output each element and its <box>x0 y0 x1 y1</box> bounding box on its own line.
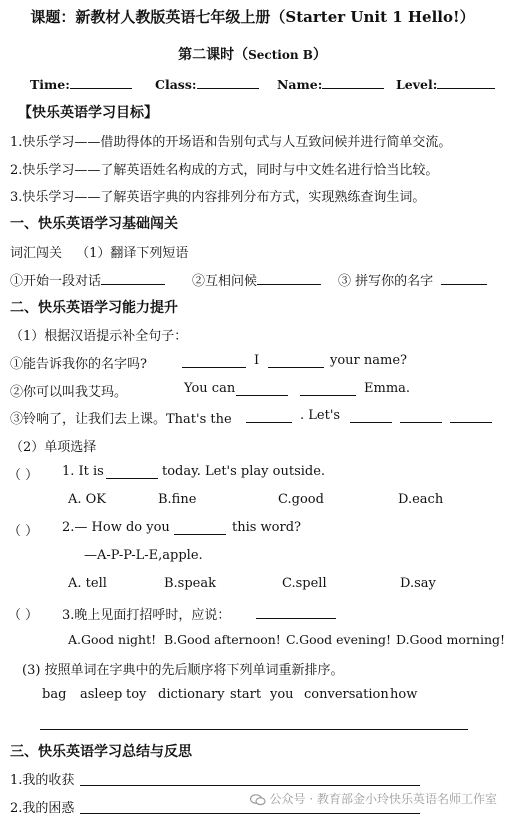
phrase-1: ①开始一段对话 <box>10 274 102 289</box>
subtitle-end: ） <box>312 47 327 63</box>
vocab-row <box>10 242 188 261</box>
mc1-blank[interactable] <box>106 466 158 479</box>
q2-blank-1[interactable] <box>236 383 288 396</box>
section2-heading: 二、快乐英语学习能力提升 <box>10 300 178 316</box>
phrase-2-blank[interactable] <box>257 272 321 285</box>
vocab-label: 词汇闯关 <box>10 246 63 261</box>
class-field <box>155 76 259 92</box>
lesson-title: 课题：新教材人教版英语七年级上册（Starter Unit 1 Hello!） <box>30 8 475 26</box>
mc3-blank[interactable] <box>256 606 336 619</box>
q3-lets: . Let's <box>300 408 341 423</box>
mc3-option-b[interactable]: B.Good afternoon! <box>164 632 281 647</box>
mc2-option-d[interactable]: D.say <box>400 576 436 591</box>
goal-item: 3.快乐学习——了解英语字典的内容排列分布方式，实现熟练查询生词。 <box>10 190 426 205</box>
word-item: you <box>270 687 294 702</box>
question-2 <box>10 381 500 400</box>
mc2-blank[interactable] <box>174 522 226 535</box>
mc2-stem: 2.— How do you <box>62 520 170 535</box>
time-blank[interactable] <box>70 76 132 89</box>
q1-blank-1[interactable] <box>182 355 246 368</box>
goal-item: 2.快乐学习——了解英语姓名构成的方式，同时与中文姓名进行恰当比较。 <box>10 163 439 178</box>
phrase-3: ③ 拼写你的名字 <box>338 274 434 289</box>
q3-blank-2[interactable] <box>350 410 392 423</box>
puzzle-line[interactable] <box>80 813 420 814</box>
question-3 <box>10 408 500 427</box>
phrase-3-wrap <box>338 270 487 289</box>
level-label: Level: <box>396 77 438 92</box>
mc1-stem: 1. It is <box>62 464 104 479</box>
answer-paren[interactable]: （ ） <box>8 468 39 483</box>
word-order-answer-line[interactable] <box>40 729 468 730</box>
mc1-option-d[interactable]: D.each <box>398 492 444 507</box>
q1-word-name: your name? <box>330 353 408 368</box>
watermark <box>250 790 497 807</box>
q2-you-can: You can <box>184 381 236 396</box>
lesson-subtitle <box>0 44 505 64</box>
class-blank[interactable] <box>197 76 259 89</box>
name-field <box>277 76 384 92</box>
subtitle-cn: 第二课时（ <box>178 47 249 63</box>
word-item: asleep <box>80 687 123 702</box>
q1-blank-2[interactable] <box>268 355 324 368</box>
q2-cn: ②你可以叫我艾玛。 <box>10 385 128 400</box>
subtitle-en: Section B <box>248 48 313 62</box>
gain-label: 1.我的收获 <box>10 773 75 788</box>
watermark-text: 公众号 · 教育部金小玲快乐英语名师工作室 <box>269 792 497 806</box>
q1-word-i: I <box>254 353 260 368</box>
mc2-stem-2: this word? <box>232 520 302 535</box>
mc3-option-a[interactable]: A.Good night! <box>68 632 157 647</box>
task2-title: （2）单项选择 <box>10 440 97 455</box>
vocab-task: （1）翻译下列短语 <box>76 246 189 261</box>
class-label: Class: <box>155 77 197 92</box>
phrase-row <box>10 270 500 289</box>
mc-question-2 <box>8 520 498 539</box>
mc3-option-d[interactable]: D.Good morning! <box>396 632 505 647</box>
mc-question-3 <box>8 604 498 623</box>
word-item: how <box>390 687 418 702</box>
mc1-option-b[interactable]: B.fine <box>158 492 197 507</box>
goals-heading: 【快乐英语学习目标】 <box>18 105 158 121</box>
mc1-option-a[interactable]: A. OK <box>68 492 107 507</box>
level-field <box>396 76 495 92</box>
task1-title: （1）根据汉语提示补全句子： <box>10 329 188 344</box>
q3-cn: ③铃响了，让我们去上课。That's the <box>10 412 232 427</box>
q3-blank-1[interactable] <box>246 410 292 423</box>
q3-blank-4[interactable] <box>450 410 492 423</box>
mc2-option-a[interactable]: A. tell <box>68 576 107 591</box>
word-item: toy <box>126 687 147 702</box>
mc2-option-b[interactable]: B.speak <box>164 576 216 591</box>
puzzle-label: 2.我的困惑 <box>10 801 75 816</box>
phrase-1-blank[interactable] <box>101 272 165 285</box>
word-item: start <box>230 687 262 702</box>
word-item: bag <box>42 687 67 702</box>
name-blank[interactable] <box>322 76 384 89</box>
phrase-2-wrap <box>192 270 321 289</box>
name-label: Name: <box>277 77 323 92</box>
phrase-3-blank[interactable] <box>441 272 487 285</box>
mc3-option-c[interactable]: C.Good evening! <box>286 632 392 647</box>
phrase-2: ②互相问候 <box>192 274 258 289</box>
section1-heading: 一、快乐英语学习基础闯关 <box>10 216 178 232</box>
question-1 <box>10 353 500 372</box>
q1-cn: ①能告诉我你的名字吗? <box>10 357 147 372</box>
mc2-answer-line: —A-P-P-L-E,apple. <box>84 548 203 563</box>
gain-line[interactable] <box>80 785 420 786</box>
q3-blank-3[interactable] <box>400 410 442 423</box>
word-item: dictionary <box>158 687 225 702</box>
mc3-stem: 3.晚上见面打招呼时，应说： <box>62 608 231 623</box>
answer-paren[interactable]: （ ） <box>8 608 39 623</box>
q2-emma: Emma. <box>364 381 411 396</box>
task3-title: (3) 按照单词在字典中的先后顺序将下列单词重新排序。 <box>22 663 344 678</box>
time-field <box>30 76 132 92</box>
time-label: Time: <box>30 77 70 92</box>
mc2-option-c[interactable]: C.spell <box>282 576 327 591</box>
mc1-option-c[interactable]: C.good <box>278 492 324 507</box>
goal-item: 1.快乐学习——借助得体的开场语和告别句式与人互致问候并进行简单交流。 <box>10 135 452 150</box>
wechat-icon <box>250 794 266 806</box>
level-blank[interactable] <box>437 76 495 89</box>
q2-blank-2[interactable] <box>300 383 356 396</box>
answer-paren[interactable]: （ ） <box>8 524 39 539</box>
word-item: conversation <box>304 687 389 702</box>
mc-question-1 <box>8 464 498 483</box>
mc1-stem-2: today. Let's play outside. <box>162 464 326 479</box>
section3-heading: 三、快乐英语学习总结与反思 <box>10 744 192 760</box>
